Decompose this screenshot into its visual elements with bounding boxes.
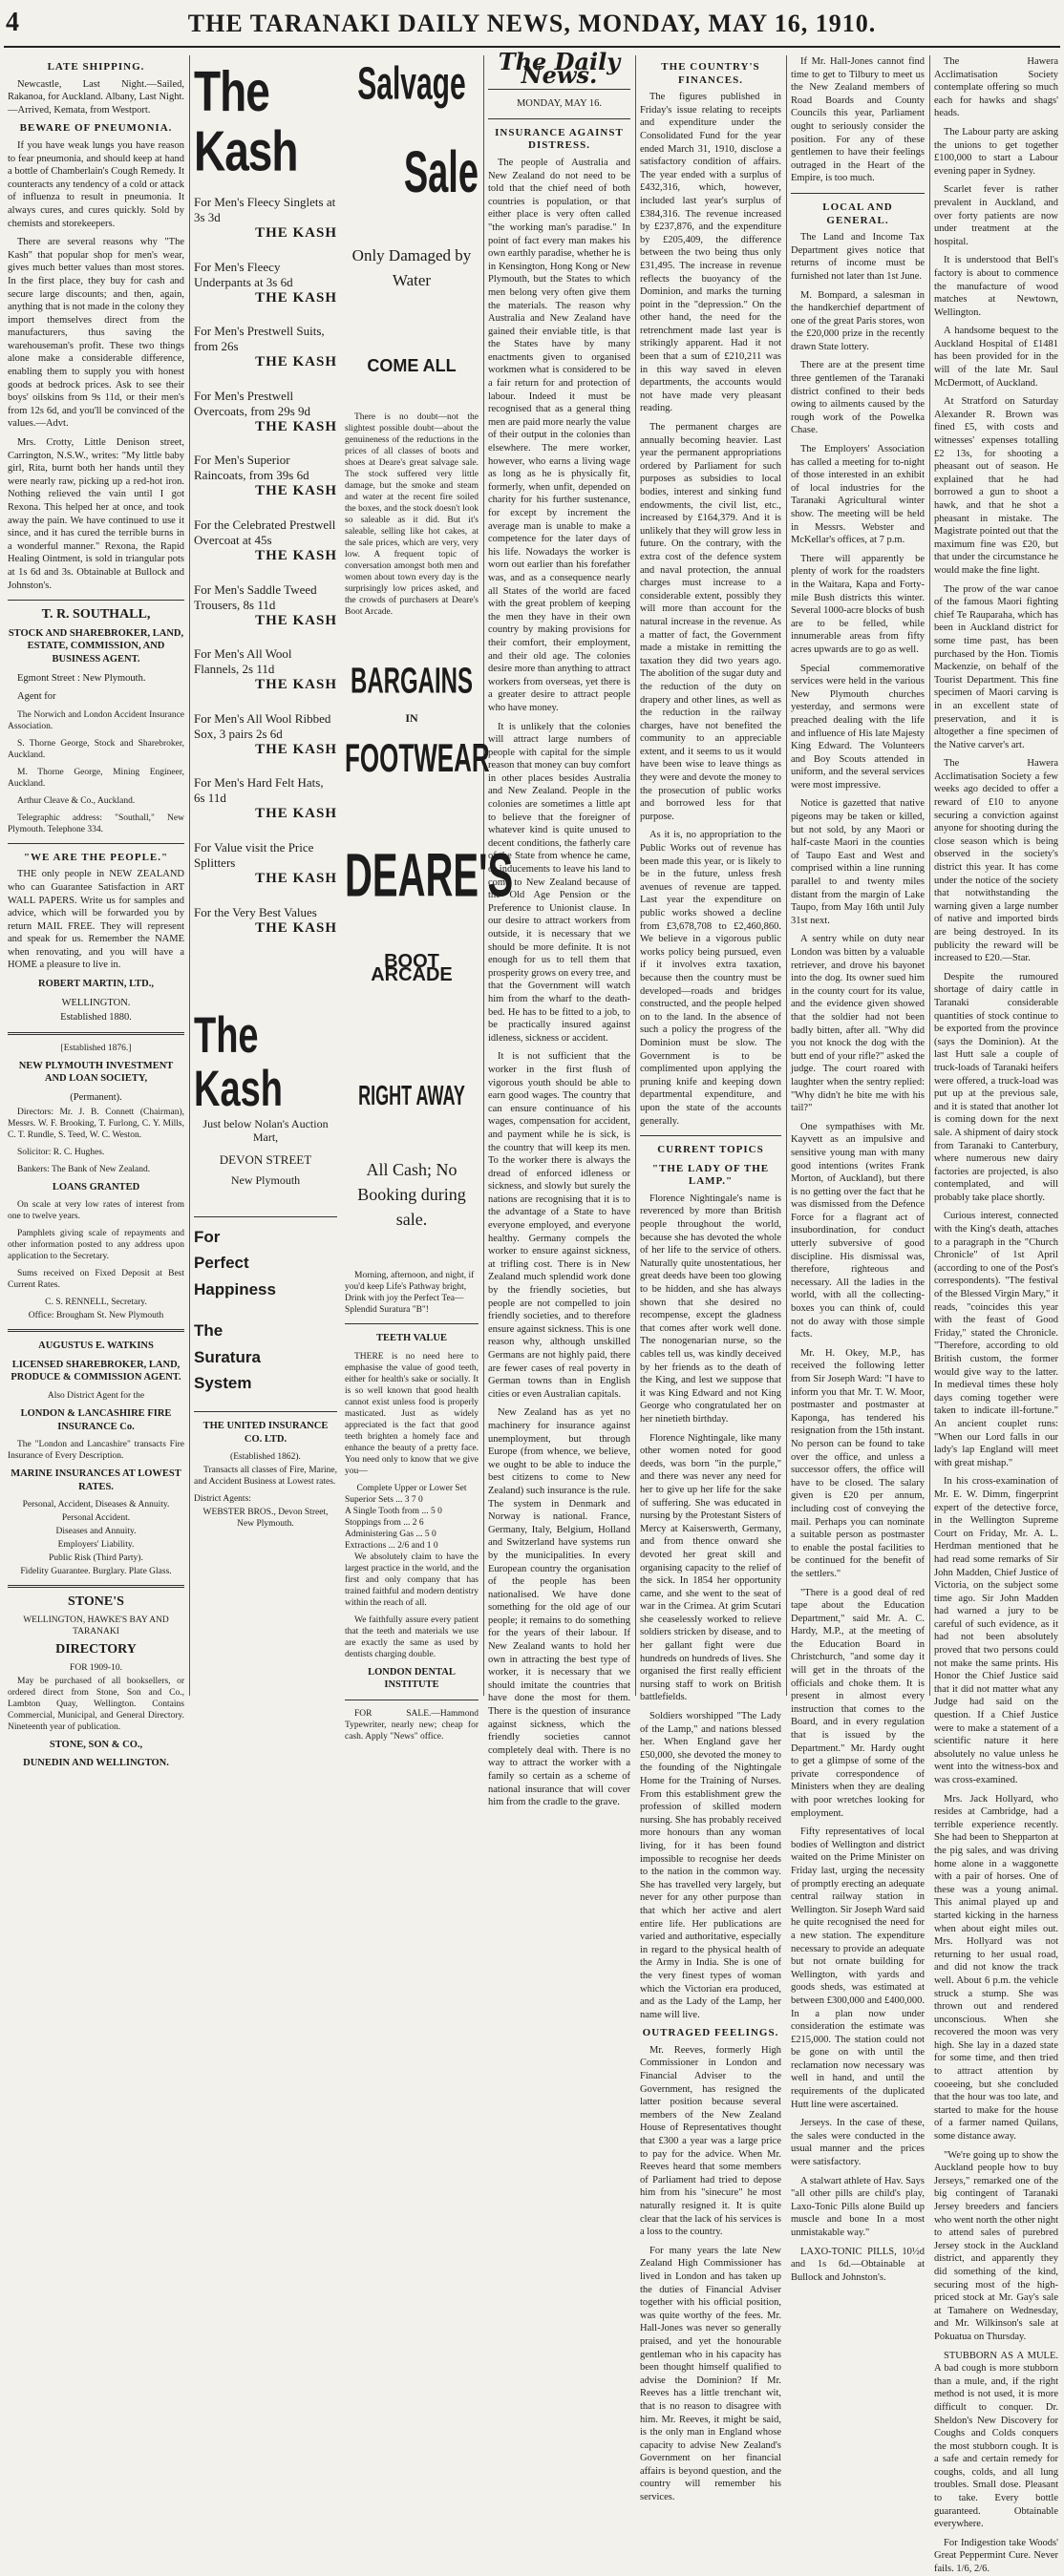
- news-paragraph: STUBBORN AS A MULE. A bad cough is more stubborn than a mule, and, if the right method is not used, it is more difficult to conquer. Dr. Sheldon's New Discovery for Coughs and Colds conquers the most stubborn cough. It is a safe and certain remedy for coughs, colds, and all lung troubles. Small dose. Pleasant to take. Every bottle guaranteed. Obtainable everywhere.: [934, 2350, 1058, 2530]
- people-town: WELLINGTON.: [61, 997, 131, 1008]
- local-general-heading: LOCAL AND GENERAL.: [822, 201, 893, 226]
- divider: [194, 1216, 337, 1217]
- topics-paragraph: Florence Nightingale's name is reverenced by more than British people throughout the world, because she has devoted the whole of her life to the service of others. Naturally quite unostentatious, her great deeds have been too glowing to be hidden, and she has always shown that she desired no recompense, except the gladness that comes after work well done. The nonogenarian nurse, so the cables tell us, was kindly deceived by her friends as to the death of the King, and lest we suppose that it was King Edward and not King George who congratulated her on her ninetieth birthday.: [640, 1193, 781, 1425]
- topics-paragraph: Florence Nightingale, like many other women noted for good deeds, was born "in the purple," and there was never any need for her to give up her life for the sake of suffering. She was educated in nursing by the Protestant Sisters of Mercy at Kaiserswerth, Germany, and from thence onward she devoted her great skill and organising capacity to the relief of the sick. In 1854 her opportunity came, and she went to the seat of war in the Crimea. At grim Scutari she ceaselessly worked to relieve soldiers stricken by disease, and to her gallant fight were due hundreds on hundreds of lives. She organised the first really efficient nursing staff to work on British battlefields.: [640, 1432, 781, 1703]
- divider: [791, 193, 925, 194]
- southall-trade: STOCK AND SHAREBROKER, LAND, ESTATE, COMMISSION, AND BUSINESS AGENT.: [8, 627, 184, 665]
- southall-name: T. R. SOUTHALL,: [41, 607, 151, 623]
- suratura-happiness: Happiness: [194, 1279, 276, 1299]
- watkins-line: Public Risk (Third Party).: [49, 1553, 143, 1564]
- divider: [8, 600, 184, 601]
- npil-directors: Directors: Mr. J. B. Connett (Chairman), Messrs. W. F. Brooking, T. Furlong, C. Y. Mills, C. T. Rundle, S. Teed, W. C. Weston.: [8, 1107, 184, 1140]
- footwear-word: FOOTWEAR: [345, 734, 490, 781]
- topics-paragraph: Soldiers worshipped "The Lady of the Lamp," and nations blessed her. When England gave her £50,000, she devoted the money to the founding of the Nightingale Home for the Training of Nurses. From this establishment grew the profession of skilled modern nursing. She has probably received more honours than any woman living, for it has been found impossible to recognise her deeds to the nation in the common way. She has travelled very largely, but never for any other purpose than that which her active and alert entire life. Her publications are varied and authoritative, especially in regard to the physical health of the Army in India. She is one of the very finest types of woman which the Victorian era produced, and as the Lady of the Lamp, her name will live.: [640, 1711, 781, 2020]
- come-all: COME ALL: [367, 356, 457, 376]
- column-1: [8, 55, 184, 1769]
- watkins-trade: LICENSED SHAREBROKER, LAND, PRODUCE & COMMISSION AGENT.: [11, 1359, 181, 1383]
- salvage-body: There is no doubt—not the slightest possible doubt—about the genuineness of the reductions in the prices of all classes of boots and shoes at Deare's great salvage sale. The stock suffered very little damage, but the smoke and steam and water at the recent fire soiled the boxes, and the stock doesn't look so saleable as it did. But it's saleable, selling like hot cakes, at the sale prices, which are very, very low. A frequent topic of conversation amongst both men and women about town every day is the surprisingly low prices asked, and the crowds of purchasers at Deare's Boot Arcade.: [345, 412, 479, 617]
- paper-title: The Daily News.: [498, 48, 621, 89]
- local-paragraph: A sentry while on duty near London was bitten by a valuable retriever, and drove his bayonet into the dog. Its owner sued him in the county court for its value, and the evidence given showed that the soldier had not been badly bitten, after all. "Why did you not knock the dog with the butt end of your rifle?" asked the judge. The court roared with laughter when the sentry replied: "Why didn't he bite me with his tail?": [791, 934, 925, 1114]
- southall-agency: M. Thorne George, Mining Engineer, Auckland.: [8, 767, 184, 789]
- kash-item: For the Very Best Values: [194, 904, 317, 919]
- stones-year: FOR 1909-10.: [70, 1662, 122, 1673]
- local-paragraph: The Employers' Association has called a meeting for to-night of those interested in an exhibit of local industries for the Taranaki Agricultural winter show. The meeting will be held in Messrs. Webster and McKellar's offices, at 7 p.m.: [791, 444, 925, 546]
- watkins-line: Personal Accident.: [61, 1513, 131, 1524]
- local-paragraph: There will apparently be plenty of work for the roadsters in the Waitara, Kapa and Forty-mile Bush districts this winter. Several 1000-acre blocks of bush are to be felled, while innumerable areas from fifty acres upwards are to go as well.: [791, 553, 925, 655]
- stones-subheading: WELLINGTON, HAWKE'S BAY AND TARANAKI: [23, 1615, 169, 1636]
- watkins-marine: MARINE INSURANCES AT LOWEST RATES.: [11, 1468, 181, 1492]
- watkins-firm: LONDON & LANCASHIRE FIRE INSURANCE Co.: [20, 1408, 172, 1432]
- local-general-column: [791, 55, 925, 2283]
- kash-repeat: THE KASH: [255, 418, 337, 434]
- southall-address: Egmont Street : New Plymouth.: [17, 672, 146, 684]
- teeth-upper-set: Complete Upper or Lower Set: [356, 1483, 467, 1493]
- united-insurance-agents-head: District Agents:: [194, 1494, 251, 1505]
- suratura-name: Suratura: [194, 1347, 261, 1366]
- finances-paragraph: The permanent charges are annually becoming heavier. Last year the permanent appropriations ordered by Parliament for such purposes as subsidies to local bodies, interest and sinking fund endowments, the civil list, etc., increased by £164,379. And it is unlikely that they will grow less in future. On the contrary, with the extra cost of the defence system and naval protection, the annual charges must increase to a considerable extent, possibly they will more than account for the natural increase in the revenue. As a matter of fact, the Government made a mistake in remitting the taxation they did two years ago. The abolition of the sugar duty and the reduction of the duty on drapery and other lines, as well as the reduction in the railway charges, have not benefited the community to an appreciable extent, and it seems to us it would have been wise to leave things as they were and devote the money to the prosecution of public works and borrowed less for that purpose.: [640, 422, 781, 822]
- rexona-text: Mrs. Crotty, Little Denison street, Carrington, N.S.W., writes: "My little baby girl, Rita, burnt both her hands until they were nearly raw, picking up a red-hot iron. Nothing relieved the vain until I got Rexona. This helped her at once, and took away the pain. We have continued to use it since, and it has cured the terrible burns in a wonderful manner." Rexona, the Rapid Healing Ointment, is sold in triangular pots at 1s 6d and 3s. Obtainable at Bullock and Johnston's.: [8, 437, 184, 591]
- southall-agent-for: Agent for: [17, 691, 56, 703]
- kash-advertisement: [194, 55, 337, 1531]
- local-paragraph: Jerseys. In the case of these, the sales were conducted in the usual manner and the prices were satisfactory.: [791, 2118, 925, 2168]
- suratura-perfect: Perfect: [194, 1254, 249, 1273]
- teeth-text: THERE is no need here to emphasise the value of good teeth, either for health's sake or socially. It is so well known that good health cannot exist unless food is properly masticated. Just as widely appreciated is the fact that good teeth brighten a homely face and enhance the beauty of a pretty face. You need only to know that we give you—: [345, 1351, 479, 1476]
- kash-item: For Men's Saddle Tweed Trousers, 8s 11d: [194, 581, 317, 612]
- local-paragraph: Fifty representatives of local bodies of Wellington and district waited on the Prime Minister on Friday last, urging the necessity of promptly erecting an adequate central railway station in Wellington. Sir Joseph Ward said he quite recognised the need for a new station. The expenditure necessary to provide an adequate but not ornate building for Wellington, with yards and goods sheds, was estimated at between £300,000 and £400,000. In a plan now under consideration the estimate was £215,000. The station could not be gone on with until the reclamation now necessary was well in hand, and until the requirements of the duplicated Hutt line were ascertained.: [791, 1826, 925, 2110]
- editorial-column: [488, 48, 630, 1808]
- kash-repeat: THE KASH: [255, 870, 337, 886]
- kash-repeat: THE KASH: [255, 483, 337, 499]
- kash-item: For Men's All Wool Ribbed Sox, 3 pairs 2s 6d: [194, 710, 331, 741]
- current-topics-heading: CURRENT TOPICS: [657, 1144, 764, 1156]
- teeth-firm: LONDON DENTAL INSTITUTE: [368, 1666, 456, 1691]
- laxo-tonic-ad: LAXO-TONIC PILLS, 10½d and 1s 6d.—Obtainable at Bullock and Johnston's.: [791, 2246, 925, 2283]
- suratura-the: The: [194, 1321, 223, 1341]
- people-heading: "WE ARE THE PEOPLE.": [23, 851, 169, 863]
- column-rule: [635, 55, 636, 1696]
- southall-agency: S. Thorne George, Stock and Sharebroker, Auckland.: [8, 738, 184, 760]
- npil-office: Office: Brougham St. New Plymouth: [28, 1311, 164, 1321]
- stalwart-verse: A stalwart athlete of Hav. Says "all other pills are child's play, Laxo-Tonic Pills alone Build up muscle and bone In a most unmistakable way.": [791, 2175, 925, 2238]
- all-cash-line: All Cash; No Booking during sale.: [357, 1159, 466, 1229]
- stones-directory: DIRECTORY: [55, 1641, 137, 1657]
- sale-word: Sale: [403, 140, 479, 205]
- kash-address-1: Just below Nolan's Auction Mart,: [202, 1117, 329, 1144]
- kash-repeat: THE KASH: [255, 547, 337, 563]
- npil-loans-heading: LOANS GRANTED: [52, 1181, 140, 1193]
- news-paragraph: "We're going up to show the Auckland people how to buy Jerseys," remarked one of the big contingent of Taranaki Jersey breeders and fanciers who went north the other night to attend sales of purebred Jersey stock in the Auckland district, and apparently they did something of the kind, securing most of the high-priced stock at Mr. Gay's sale at Tamahere on Wednesday, and Mr. Wilkinson's sale at Pokuatua on Thursday.: [934, 2149, 1058, 2342]
- finances-paragraph: As it is, no appropriation to the Public Works out of revenue has been made this year, or is likely to be in the future, unless fresh avenues of revenue are tapped. Last year the expenditure on public works showed a decline from £3,678,708 to £2,460,860. We believe in a vigorous public works policy being pursued, even if it involves extra taxation, because then the country must be developed—roads and bridges constructed, and the people helped on to the land. In the absence of such a policy the progress of the Dominion must be slow. The Government is to be complimented upon applying the pruning knife and keeping down departmental expenditure, and upon the state of the accounts generally.: [640, 830, 781, 1127]
- watkins-line: Diseases and Annuity.: [55, 1527, 137, 1537]
- united-insurance-name: THE UNITED INSURANCE CO. LTD.: [202, 1421, 329, 1445]
- kash-item: For Men's Prestwell Overcoats, from 29s 9d: [194, 388, 311, 418]
- advertisements-column: [194, 55, 514, 1742]
- kash-address-2: DEVON STREET: [219, 1152, 312, 1168]
- divider: [8, 843, 184, 844]
- watkins-transacts: The "London and Lancashire" transacts Fire Insurance of Every Description.: [8, 1440, 184, 1462]
- news-paragraph: The Hawera Acclimatisation Society contemplate offering so much each for hawks and shags' heads.: [934, 56, 1058, 119]
- boot-arcade-word: BOOT ARCADE: [371, 951, 453, 985]
- local-paragraph: There are at the present time three gentlemen of the Taranaki district confined to their beds owing to ailments caused by the rough work of the Powelka Chase.: [791, 360, 925, 436]
- news-paragraph: It is understood that Bell's factory is about to commence the manufacture of wood matches at Newtown, Wellington.: [934, 255, 1058, 318]
- editorial-paragraph: The people of Australia and New Zealand do not need to be told that the chief need of both countries is population, or that either place is very often called "the working man's paradise." In point of fact every man makes his own earthly paradise, whether he is in Kensington, Hong Kong or New Plymouth, but the States to which men belong very often give them the materials. The reason why Australia and New Zealand have gained their enviable title, is that the States have by many enactments given to organised workmen what is considered to be a fair return for and protection of labour. Indeed it must be recognised that as a general thing men are paid more nearly the value of their output in the colonies than elsewhere. The mere worker, however, who earns a living wage as long as he is physically fit, formerly, when unfit, depended on charity for his further sustenance, for except by increment the average man is unable to make a competence for the later days of his life. Nowadays the worker is worn out earlier than his forefather was, and as a consequence nearly all States of the world are faced with the great problem of keeping the men they have in their own country by making provisions for their comfort, their employment, and their old age. The colonies desire more than anything to attract workers from overseas, yet there is a greater desire to attract people who have money.: [488, 157, 630, 713]
- npil-pamphlets: Pamphlets giving scale of repayments and other information posted to any address upon application to the Secretary.: [8, 1229, 184, 1262]
- npil-secretary: C. S. RENNELL, Secretary.: [45, 1298, 147, 1308]
- news-paragraph: A handsome bequest to the Auckland Hospital of £1481 has been provided for in the will of the late Mr. Saul McDermott, of Auckland.: [934, 326, 1058, 389]
- kash-repeat: THE KASH: [255, 741, 337, 757]
- kash-item: For the Celebrated Prestwell Overcoat at 45s: [194, 517, 336, 547]
- local-paragraph: "There is a good deal of red tape about the Education Department," said Mr. A. C. Hardy, M.P., at the meeting of the Education Board in Christchurch, "and some day it will get in the throats of the officials and choke them. It is present in almost every instruction that comes to the Board, and in every regulation that is issued by the Department." Mr. Hardy ought to get a glimpse of some of the private correspondence of Ministers when they are dealing with poor wretches looking for employment.: [791, 1587, 925, 1819]
- teeth-price: Extractions ... 2/6 and 1 0: [345, 1540, 438, 1551]
- pneumonia-text: If you have weak lungs you have reason to fear pneumonia, and should keep at hand a bottle of Chamberlain's Cough Remedy. It counteracts any tendency of a cold or attack of influenza to result in pneumonia. It always cures, and cures quickly. Sold by chemists and storekeepers.: [8, 139, 184, 229]
- bargains-word: BARGAINS: [350, 660, 473, 702]
- suratura-system: System: [194, 1374, 252, 1393]
- divider: [488, 89, 630, 90]
- finances-column: [640, 55, 781, 2503]
- editorial-paragraph: New Zealand has as yet no machinery for insurance against unemployment, but through Europe (from whence, we believe, we ought to be able to induce the best citizens to come to New Zealand) such insurance is the rule. The system in Denmark and Norway is national. France, Germany, Italy, Belgium, Holland and Switzerland have systems run by the municipalities. In every European country the organisation of the people has been nationalised. We have done something for the old age of our people; it remains to do something for the years of their labour. If New Zealand wants to hold her own in attracting the best type of worker, it is necessary that we should imitate the countries that have done the most for them. There is the question of insurance against sickness, which the friendly societies cannot completely deal with. There is no way to attract the worker with a family so certain as a scheme of national insurance that will cover him from the cradle to the grave.: [488, 1407, 630, 1808]
- npil-loans-text: On scale at very low rates of interest from one to twelve years.: [8, 1200, 184, 1222]
- teeth-price: Stoppings from ... 2 6: [345, 1517, 424, 1528]
- divider: [8, 1329, 184, 1332]
- editorial-paragraph: It is unlikely that the colonies will attract large numbers of people with capital for the simple reason that money can buy comfort in other places besides Australia and New Zealand. People in the colonies are sometimes a little apt to believe that the foreigner of whatever kind is quite unused to decent conditions, the fatherly care of the State from whence he came, or inducements to leave his land to come to New Zealand because of the Old Age Pension or the Preference to Unionist clause. In our desire to attract workers from outside, it is necessary that we should be more definite. It is not enough for us to tell them that prosperity grows on every tree, and that the Government will watch him from the wharf to the death-bed. He has to be fitted to a job, to be practically insured against idleness, sickness or accident.: [488, 721, 630, 1044]
- news-paragraph: Mrs. Jack Hollyard, who resides at Cambridge, had a terrible experience recently. She had been to Shepparton at the pig sales, and was driving home alone in a waggonette with a pair of horses. One of these was a young animal. This animal played up and started kicking in the harness when about eight miles out. Mrs. Hollyard was not returning to her usual road, and did not know the track well. About 6 p.m. the vehicle struck a stump. She was thrown out and rendered unconscious. When she recovered the moon was very high. She lay in a dazed state for some time, and then tried to attract attention by cooeeing, but she concluded that the hour was too late, and started to make for the house of a farmer named Quilans, some distance away.: [934, 1793, 1058, 2143]
- teeth-price: A Single Tooth from ... 5 0: [345, 1506, 442, 1516]
- local-paragraph: Mr. H. Okey, M.P., has received the following letter from Sir Joseph Ward: "I have to inform you that Mr. T. W. Moor, postmaster and postmaster at Kaponga, has tendered his resignation from the 15th instant. No person can be found to take over the office, and unless a successor offers, the office will have to be closed. The salary given is £20 per annum, including cost of conveying the mail. Perhaps you can nominate a suitable person as postmaster to enable the postal facilities to be continued for the benefit of the settlers.": [791, 1347, 925, 1579]
- finances-paragraph: The figures published in Friday's issue relating to receipts and expenditure under the Consolidated Fund for the year ended March 31, 1910, disclose a satisfactory condition of affairs. The year ended with a surplus of £432,316, which, however, included last year's surplus of £384,316. The revenue increased by £237,876, and the expenditure by £205,409, the difference between the two being thus only £31,495. The increase in revenue reflects the buoyancy of the Dominion, and marks the turning point in the "depression." On the other hand, the need for the retrenchment made last year is strikingly apparent. Had it not been that a sum of £210,211 was in this way saved in eleven departments, the accounts would not have made very pleasant reading.: [640, 92, 781, 414]
- masthead: [4, 2, 1060, 48]
- kash-logo-bottom: The Kash: [194, 1007, 283, 1118]
- right-away-word: RIGHT AWAY: [358, 1080, 465, 1111]
- kash-address-3: New Plymouth: [230, 1172, 301, 1187]
- masthead-title: THE TARANAKI DAILY NEWS, MONDAY, MAY 16, 1910.: [187, 10, 877, 37]
- news-paragraph: For Indigestion take Woods' Great Peppermint Cure. Never fails. 1/6, 2/6.: [934, 2537, 1058, 2575]
- news-paragraph: Curious interest, connected with the King's death, attaches to a paragraph in the "Church Chronicle" of 1st April (according to one of the Post's correspondents). "The festival of the Blessed Virgin Mary," it reads, "coincides this year with the feast of Good Friday," stated the Chronicle. "Therefore, according to old British custom, the former would give way to the latter. In medieval times these holy days coming together were taken to indicate ill-fortune." An ancient couplet runs: "When our Lord falls in our lady's lap England will meet with great mishap.": [934, 1211, 1058, 1468]
- outraged-feelings-heading: OUTRAGED FEELINGS.: [642, 2027, 779, 2039]
- news-paragraph: At Stratford on Saturday Alexander R. Brown was fined £5, with costs and witnesses' expenses totalling £2 13s, for shooting a pheasant out of season. He explained that he had borrowed a gun to shoot a hawk, and that he shot a pheasant in mistake. The Magistrate pointed out that the maximum fine was £20, but that under the circumstance he would make the fine light.: [934, 396, 1058, 576]
- news-paragraph: The prow of the war canoe of the famous Maori fighting chief Te Rauparaha, which has been in Auckland district for some time past, has been purchased by the Hon. Tiomis Mackenzie, on behalf of the Tourist Department. This fine specimen of Maori carving is in an excellent state of preservation, and it is altogether a fine specimen of the Native carver's art.: [934, 583, 1058, 750]
- southall-telegraphic: Telegraphic address: "Southall," New Plymouth. Telephone 334.: [8, 813, 184, 834]
- news-paragraph: The Labour party are asking the unions to get together £100,000 to start a Labour evening paper in Sydney.: [934, 126, 1058, 177]
- news-paragraph: Scarlet fever is rather prevalent in Auckland, and over forty patients are now under treatment at the hospital.: [934, 184, 1058, 247]
- editorial-heading: INSURANCE AGAINST DISTRESS.: [495, 126, 624, 152]
- divider: [488, 118, 630, 119]
- only-damaged-by-water: Only Damaged by Water: [351, 246, 472, 290]
- watkins-name: AUGUSTUS E. WATKINS: [38, 1341, 154, 1352]
- teeth-guarantee: We absolutely claim to have the largest practice in the world, and the first and only company that has trained faithful and modern dentistry within the reach of all.: [345, 1552, 479, 1608]
- divider: [640, 1135, 781, 1136]
- news-paragraph: Despite the rumoured shortage of dairy cattle in Taranaki considerable quantities of stock continue to be exported from the province (says the Dominion). At the last Hutt sale a couple of truck-loads of Taranaki heifers were offered, a truck-load was put up at the previous sale, and it is stated that another lot is coming down for the next sale. A shipment of dairy stock from Taranaki to Canterbury, where numerous new dairy factories are projected, is also contemplated, and will probably take place shortly.: [934, 971, 1058, 1203]
- people-established: Established 1880.: [60, 1012, 132, 1024]
- outraged-paragraph: Mr. Reeves, formerly High Commissioner in London and Financial Adviser to the Government, has resigned the latter position because several members of the New Zealand House of Representatives thought that £300 a year was a large price to pay for the advice. When Mr. Reeves heard that some members of Parliament had tried to depose him from his "sinecure" he most naturally resigned it. It is quite clear that the lack of his services is a loss to the country.: [640, 2044, 781, 2238]
- salvage-sale-advertisement: [345, 55, 514, 1748]
- column-rule: [786, 55, 787, 1696]
- people-text: THE only people in NEW ZEALAND who can Guarantee Satisfaction in ART WALL PAPERS. Write us for samples and advice, which will be forwarded you by return MAIL FREE. They will represent and speak for us. Remember the NAME when renovating, and you will have a HOME a pleasure to live in.: [8, 869, 184, 971]
- kash-item: For Men's Fleecy Underpants at 3s 6d: [194, 259, 293, 289]
- kash-repeat: THE KASH: [255, 354, 337, 370]
- kash-repeat: THE KASH: [255, 612, 337, 628]
- kash-logo-top: The Kash: [194, 58, 298, 183]
- npil-permanent: (Permanent).: [70, 1092, 122, 1104]
- editorial-paragraph: It is not sufficient that the worker in the first flush of vigorous youth should be able to earn good wages. The country that can ensure continuance of his wages, compensation for accident, and payment while he is sick, is the country that will keep its men. To the worker there is always the dread of enforced idleness or sickness, and slowly but surely the nations are recognising that it is to the advantage of a State to have everyone employed, and everyone healthy. Germany compels the worker to ensure against sickness, at trifling cost. There is in New Zealand much splendid work done by the friendly societies, but people are not compelled to join friendly societies, and to therefore ensure against sickness. This is one reason why, although unskilled Germans are not highly paid, there are fewer cases of real poverty in German towns than in English cities or even Australian capitals.: [488, 1051, 630, 1400]
- deares-word: DEARE'S: [345, 841, 514, 910]
- editorial-date: MONDAY, MAY 16.: [516, 98, 603, 110]
- local-paragraph: Special commemorative services were held in the various New Plymouth churches yesterday, and sermons were preached dealing with the life and influence of His late Majesty King Edward. The Volunteers and Boy Scouts attended in uniform, and the several services were most impressive.: [791, 663, 925, 791]
- teeth-heading: TEETH VALUE: [375, 1332, 448, 1343]
- kash-item: For Value visit the Price Splitters: [194, 839, 314, 870]
- watkins-line: Fidelity Guarantee. Burglary. Plate Glass.: [20, 1567, 172, 1577]
- news-items-column: [934, 55, 1058, 2575]
- local-paragraph: M. Bompard, a salesman in the handkerchief department of one of the great Paris stores, won the £20,000 prize in the recently drawn State lottery.: [791, 289, 925, 352]
- news-paragraph: In his cross-examination of Mr. E. W. Dimm, fingerprint expert of the detective force, in the Wellington Supreme Court on Friday, Mr. A. L. Herdman mentioned that he had read some remarks of Sir John Madden, Chief Justice of Victoria, on the subject some time ago. Sir John Madden had warned a jury to be careful of such evidence, as it had not been absolutely proved that two persons could not make the same prints. His Honor the Chief Justice said that it did not matter what any Judge had said on the question. If a Chief Justice were to make a statement of a scientific nature it here absolutely no value unless he went into the witness-box and was cross-examined.: [934, 1476, 1058, 1785]
- kash-reasons-text: There are several reasons why "The Kash" that popular shop for men's wear, gives much better values than most stores. In the first place, they buy for cash and secure large discounts; and then, again, anything that is not made in the colony they import themselves direct from the manufacturers, thus saving the warehouseman's profit. These two things alone make a considerable difference, enabling them to supply you with honest goods at bedrock prices. Ask to see their boys' oilskins from 9s 11d, or their men's from 12s 6d, and you'll be convinced of the values.—Advt.: [8, 237, 184, 430]
- kash-repeat: THE KASH: [255, 919, 337, 936]
- kash-item: For Men's Prestwell Suits, from 26s: [194, 324, 325, 354]
- united-insurance-est: (Established 1862).: [230, 1452, 301, 1463]
- divider: [8, 1032, 184, 1035]
- kash-repeat: THE KASH: [255, 677, 337, 693]
- outraged-paragraph: For many years the late New Zealand High Commissioner has lived in London and has taken up the duties of Financial Adviser together with his official position, was quite worthy of the fees. Mr. Hall-Jones was never so generally praised, and yet the honourable gentleman who in his capacity has been thought himself qualified to advise the Dominion? If Mr. Reeves has a little trenchant wit, that is no reason to disagree with him. Mr. Reeves, it might be said, is the only man in England whose capacity to advise New Zealand's Government on her financial affairs is beyond question, and the country will remember his services.: [640, 2245, 781, 2503]
- stones-heading: STONE'S: [68, 1594, 124, 1610]
- page-number: 4: [6, 8, 19, 37]
- kash-repeat: THE KASH: [255, 806, 337, 822]
- watkins-line: Personal, Accident, Diseases & Annuity.: [22, 1500, 170, 1510]
- teeth-price: Administering Gas ... 5 0: [345, 1529, 436, 1539]
- salvage-word: Salvage: [357, 59, 466, 110]
- column-rule: [189, 55, 190, 1696]
- late-shipping-heading: LATE SHIPPING.: [47, 61, 145, 73]
- kash-item: For Men's Hard Felt Hats, 6s 11d: [194, 775, 324, 806]
- lady-of-lamp-heading: "THE LADY OF THE LAMP.": [651, 1162, 770, 1188]
- npil-bankers: Bankers: The Bank of New Zealand.: [17, 1164, 151, 1174]
- column-rule: [929, 55, 930, 1696]
- divider: [194, 1411, 337, 1412]
- kash-item: For Men's All Wool Flannels, 2s 11d: [194, 646, 292, 677]
- npil-sums: Sums received on Fixed Deposit at Best Current Rates.: [8, 1269, 184, 1291]
- watkins-line: Employers' Liability.: [57, 1540, 135, 1551]
- kash-repeat: THE KASH: [255, 225, 337, 241]
- southall-agency: Arthur Cleave & Co., Auckland.: [17, 795, 136, 806]
- suratura-text: Morning, afternoon, and night, if you'd keep Life's Pathway bright, Drink with joy the Perfect Tea—Splendid Suratura "B"!: [345, 1270, 475, 1315]
- united-insurance-text: Transacts all classes of Fire, Marine, and Accident Business at Lowest rates.: [194, 1466, 337, 1488]
- local-paragraph: Notice is gazetted that native pigeons may be taken or killed, but not sold, by any Maori or half-caste Maori in the counties of Taupo East and West and comprised within a line running parallel to and twenty miles distant from the margin of Lake Taupo, from May 16th until July 31st next.: [791, 798, 925, 926]
- united-insurance-agents: WEBSTER BROS., Devon Street, New Plymouth.: [202, 1508, 329, 1530]
- hall-jones-paragraph: If Mr. Hall-Jones cannot find time to get to Tilbury to meet us the New Zealand members of Road Boards and County Councils this year, Parliament ought to seriously consider the position. For any of these gentlemen to have their feelings outraged in the Heart of the Empire, is too much.: [791, 56, 925, 184]
- npil-solicitor: Solicitor: R. C. Hughes.: [17, 1147, 105, 1157]
- local-paragraph: One sympathises with Mr. Kayvett as an impulsive and sensitive young man with many good intentions (writes Frank Morton, of Auckland), but there is no getting over the fact that he was dismissed from the Defence Force for a flagrant act of insubordination, for conduct utterly subversive of good discipline. His dismissal was, therefore, righteous and necessary. All the ladies in the world, with all the collecting-boxes you can think of, could not do away with those simple facts.: [791, 1121, 925, 1341]
- pneumonia-heading: BEWARE OF PNEUMONIA.: [19, 122, 173, 135]
- local-paragraph: The Land and Income Tax Department gives notice that returns of income must be furnished not later than 1st June.: [791, 232, 925, 282]
- suratura-for: For: [194, 1227, 221, 1246]
- finances-heading: THE COUNTRY'S FINANCES.: [661, 61, 760, 86]
- npil-name: NEW PLYMOUTH INVESTMENT AND LOAN SOCIETY,: [18, 1060, 174, 1085]
- kash-repeat: THE KASH: [255, 289, 337, 306]
- in-word: IN: [405, 711, 418, 726]
- typewriter-sale: FOR SALE.—Hammond Typewriter, nearly new; cheap for cash. Apply "News" office.: [345, 1708, 479, 1742]
- npil-established: [Established 1876.]: [60, 1043, 132, 1053]
- news-paragraph: The Hawera Acclimatisation Society a few weeks ago decided to offer a reward of £10 to anyone securing a conviction against anyone for shooting during the close season which is being observed in the society's district this year. It has come under the notice of the society that notwithstanding the warning given a large number of native and imported birds are being destroyed. In its publicity the reward will be increased to £20.—Star.: [934, 758, 1058, 964]
- stones-text: May be purchased of all booksellers, or ordered direct from Stone, Son and Co., Lambton Quay, Wellington. Contains Commercial, Municipal, and General Directory. Nineteenth year of publication.: [8, 1676, 184, 1732]
- southall-agency: The Norwich and London Accident Insurance Association.: [8, 709, 184, 731]
- suratura-advertisement: [194, 1227, 337, 1393]
- people-firm: ROBERT MARTIN, LTD.,: [38, 979, 154, 990]
- teeth-assure: We faithfully assure every patient that the teeth and materials we use are exactly the same as used by dentists charging double.: [345, 1615, 479, 1659]
- divider: [8, 1585, 184, 1588]
- stones-towns: DUNEDIN AND WELLINGTON.: [23, 1758, 169, 1769]
- watkins-also: Also District Agent for the: [47, 1391, 145, 1401]
- stones-firm: STONE, SON & CO.,: [49, 1739, 143, 1750]
- divider: [345, 1323, 479, 1324]
- kash-item: For Men's Fleecy Singlets at 3s 3d: [194, 195, 336, 224]
- teeth-price: Superior Sets ... 3 7 0: [345, 1494, 423, 1505]
- kash-item: For Men's Superior Raincoats, from 39s 6d: [194, 453, 309, 483]
- late-shipping-text: Newcastle, Last Night.—Sailed, Rakanoa, for Auckland. Albany, Last Night.—Arrived, Kemata, from Westport.: [8, 78, 184, 116]
